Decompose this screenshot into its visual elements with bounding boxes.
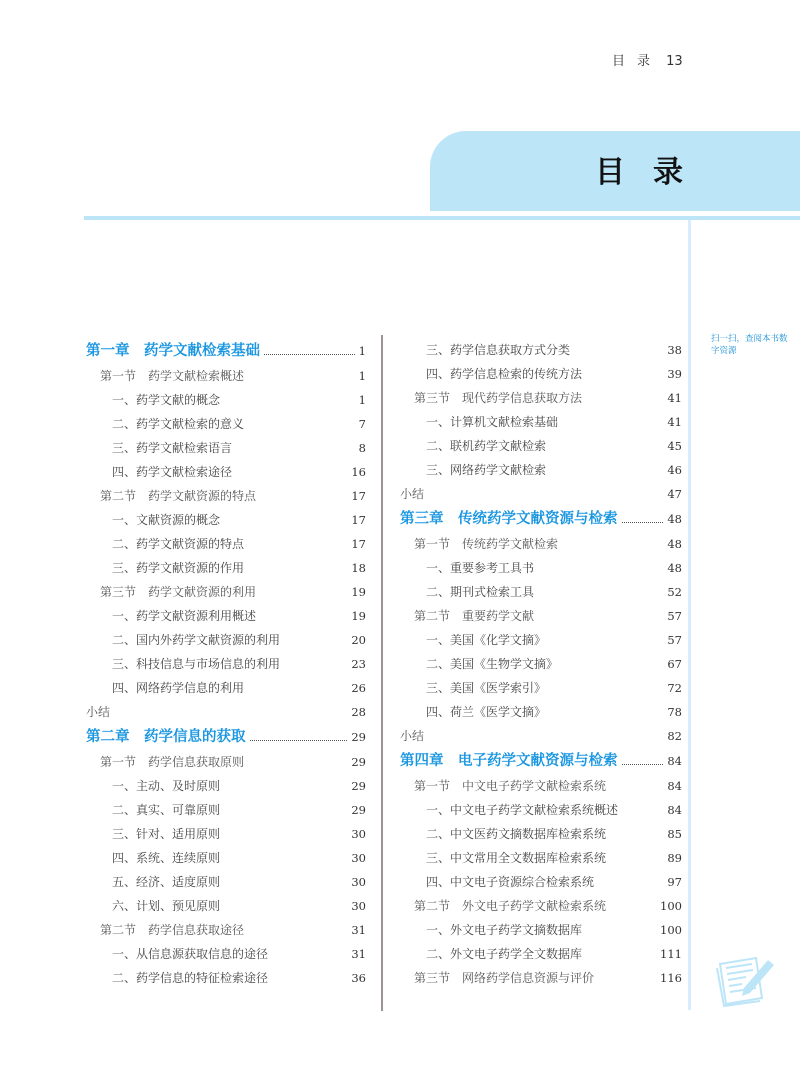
toc-entry-label: 第二节 外文电子药学文献检索系统: [414, 899, 607, 913]
toc-entry-label: 第四章 电子药学文献资源与检索: [400, 753, 618, 769]
toc-entry-page: 39: [667, 367, 682, 381]
header-rule: [84, 216, 800, 220]
toc-entry-item[interactable]: [86, 846, 366, 870]
toc-entry-label: 小结: [400, 729, 425, 743]
toc-entry-label: 二、联机药学文献检索: [426, 439, 547, 453]
toc-entry-section[interactable]: [86, 750, 366, 774]
toc-entry-label: 三、药学信息获取方式分类: [426, 343, 571, 357]
toc-entry-page: 29: [351, 755, 366, 769]
toc-entry-item[interactable]: [86, 894, 366, 918]
toc-entry-summary[interactable]: [400, 724, 682, 748]
dot-leader: [250, 740, 348, 741]
toc-entry-page: 82: [667, 729, 682, 743]
toc-entry-item[interactable]: [400, 410, 682, 434]
toc-entry-page: 116: [660, 971, 682, 985]
toc-entry-page: 23: [351, 657, 366, 671]
toc-entry-summary[interactable]: [86, 700, 366, 724]
toc-entry-item[interactable]: [400, 918, 682, 942]
dot-leader: [622, 522, 664, 523]
running-head: [612, 50, 683, 69]
toc-entry-item[interactable]: [400, 942, 682, 966]
toc-entry-page: 20: [351, 633, 366, 647]
toc-entry-page: 30: [351, 899, 366, 913]
toc-entry-page: 31: [351, 923, 366, 937]
toc-entry-item[interactable]: [86, 604, 366, 628]
toc-entry-item[interactable]: [86, 628, 366, 652]
toc-entry-page: 100: [660, 899, 682, 913]
toc-entry-item[interactable]: [400, 434, 682, 458]
toc-entry-item[interactable]: [400, 700, 682, 724]
toc-entry-page: 7: [358, 417, 366, 431]
toc-column-right: [400, 338, 682, 990]
page-number: 13: [666, 54, 683, 69]
toc-entry-label: 第一节 传统药学文献检索: [414, 537, 559, 551]
toc-entry-page: 84: [667, 779, 682, 793]
toc-entry-label: 第三章 传统药学文献资源与检索: [400, 511, 618, 527]
toc-entry-label: 四、荷兰《医学文摘》: [426, 705, 547, 719]
toc-entry-page: 1: [358, 369, 366, 383]
toc-entry-label: 四、网络药学信息的利用: [112, 681, 245, 695]
toc-entry-page: 19: [351, 609, 366, 623]
toc-entry-label: 六、计划、预见原则: [112, 899, 221, 913]
toc-entry-page: 17: [351, 537, 366, 551]
toc-entry-label: 三、药学文献资源的作用: [112, 561, 245, 575]
toc-entry-label: 三、针对、适用原则: [112, 827, 221, 841]
toc-entry-label: 一、从信息源获取信息的途径: [112, 947, 269, 961]
column-divider: [381, 335, 383, 1011]
toc-entry-page: 8: [358, 441, 366, 455]
toc-entry-label: 四、中文电子资源综合检索系统: [426, 875, 595, 889]
toc-entry-label: 三、中文常用全文数据库检索系统: [426, 851, 607, 865]
toc-entry-page: 85: [667, 827, 682, 841]
toc-entry-item[interactable]: [400, 458, 682, 482]
toc-entry-page: 57: [667, 609, 682, 623]
toc-entry-item[interactable]: [400, 846, 682, 870]
toc-entry-page: 41: [667, 415, 682, 429]
toc-entry-page: 47: [667, 487, 682, 501]
toc-entry-label: 二、药学文献资源的特点: [112, 537, 245, 551]
toc-entry-item[interactable]: [400, 338, 682, 362]
toc-entry-page: 31: [351, 947, 366, 961]
toc-entry-section[interactable]: [400, 966, 682, 990]
toc-entry-label: 二、药学文献检索的意义: [112, 417, 245, 431]
toc-entry-chapter[interactable]: [86, 338, 366, 364]
toc-entry-item[interactable]: [86, 532, 366, 556]
toc-entry-section[interactable]: [86, 364, 366, 388]
toc-entry-item[interactable]: [86, 942, 366, 966]
toc-entry-section[interactable]: [400, 532, 682, 556]
toc-entry-page: 17: [351, 513, 366, 527]
toc-entry-item[interactable]: [86, 460, 366, 484]
toc-entry-label: 三、科技信息与市场信息的利用: [112, 657, 281, 671]
toc-entry-item[interactable]: [86, 508, 366, 532]
toc-entry-page: 30: [351, 851, 366, 865]
toc-entry-item[interactable]: [86, 774, 366, 798]
toc-entry-page: 48: [667, 512, 682, 526]
toc-entry-label: 第一节 药学信息获取原则: [100, 755, 245, 769]
toc-entry-label: 一、重要参考工具书: [426, 561, 535, 575]
toc-entry-chapter[interactable]: [400, 506, 682, 532]
toc-entry-item[interactable]: [400, 822, 682, 846]
toc-entry-page: 30: [351, 827, 366, 841]
toc-entry-item[interactable]: [86, 436, 366, 460]
toc-entry-page: 57: [667, 633, 682, 647]
toc-entry-page: 30: [351, 875, 366, 889]
toc-entry-item[interactable]: [400, 870, 682, 894]
toc-entry-section[interactable]: [400, 604, 682, 628]
page-title: 目录: [595, 155, 711, 190]
toc-entry-section[interactable]: [86, 484, 366, 508]
toc-entry-label: 第二节 药学文献资源的特点: [100, 489, 257, 503]
toc-entry-label: 第一章 药学文献检索基础: [86, 343, 260, 359]
toc-entry-item[interactable]: [86, 388, 366, 412]
toc-entry-page: 41: [667, 391, 682, 405]
toc-entry-label: 二、药学信息的特征检索途径: [112, 971, 269, 985]
toc-entry-page: 1: [358, 344, 366, 358]
toc-entry-label: 三、网络药学文献检索: [426, 463, 547, 477]
toc-entry-label: 三、美国《医学索引》: [426, 681, 547, 695]
toc-entry-item[interactable]: [86, 966, 366, 990]
toc-entry-label: 第二节 药学信息获取途径: [100, 923, 245, 937]
toc-entry-label: 一、文献资源的概念: [112, 513, 221, 527]
qr-note: 扫一扫，查阅本书数字资源: [711, 334, 788, 356]
toc-entry-chapter[interactable]: [86, 724, 366, 750]
toc-entry-page: 38: [667, 343, 682, 357]
toc-entry-page: 19: [351, 585, 366, 599]
toc-entry-section[interactable]: [400, 386, 682, 410]
toc-entry-page: 29: [351, 803, 366, 817]
toc-entry-page: 26: [351, 681, 366, 695]
toc-entry-page: 46: [667, 463, 682, 477]
toc-entry-label: 三、药学文献检索语言: [112, 441, 233, 455]
toc-entry-item[interactable]: [86, 652, 366, 676]
toc-entry-label: 小结: [400, 487, 425, 501]
toc-entry-label: 第一节 中文电子药学文献检索系统: [414, 779, 607, 793]
toc-entry-page: 45: [667, 439, 682, 453]
toc-entry-chapter[interactable]: [400, 748, 682, 774]
toc-entry-page: 48: [667, 561, 682, 575]
toc-entry-page: 16: [351, 465, 366, 479]
toc-entry-label: 四、药学文献检索途径: [112, 465, 233, 479]
toc-entry-label: 二、外文电子药学全文数据库: [426, 947, 583, 961]
toc-entry-item[interactable]: [86, 676, 366, 700]
toc-entry-label: 四、系统、连续原则: [112, 851, 221, 865]
toc-entry-page: 18: [351, 561, 366, 575]
notes-pencil-icon: [716, 952, 778, 1008]
toc-entry-page: 29: [351, 730, 366, 744]
toc-entry-section[interactable]: [86, 918, 366, 942]
toc-entry-label: 一、外文电子药学文摘数据库: [426, 923, 583, 937]
toc-entry-label: 第一节 药学文献检索概述: [100, 369, 245, 383]
toc-entry-page: 97: [667, 875, 682, 889]
toc-entry-page: 67: [667, 657, 682, 671]
toc-entry-label: 第二节 重要药学文献: [414, 609, 535, 623]
toc-entry-page: 72: [667, 681, 682, 695]
toc-entry-page: 100: [660, 923, 682, 937]
toc-entry-label: 一、计算机文献检索基础: [426, 415, 559, 429]
toc-entry-page: 48: [667, 537, 682, 551]
dot-leader: [264, 354, 355, 355]
margin-rule: [688, 220, 691, 1010]
toc-entry-page: 28: [351, 705, 366, 719]
toc-entry-section[interactable]: [86, 580, 366, 604]
toc-entry-page: 89: [667, 851, 682, 865]
toc-entry-item[interactable]: [86, 822, 366, 846]
toc-entry-item[interactable]: [400, 798, 682, 822]
toc-entry-page: 78: [667, 705, 682, 719]
title-banner: [430, 131, 800, 211]
toc-entry-label: 四、药学信息检索的传统方法: [426, 367, 583, 381]
toc-entry-label: 五、经济、适度原则: [112, 875, 221, 889]
toc-entry-item[interactable]: [400, 628, 682, 652]
toc-entry-section[interactable]: [400, 894, 682, 918]
toc-entry-label: 二、美国《生物学文摘》: [426, 657, 559, 671]
toc-entry-label: 二、期刊式检索工具: [426, 585, 535, 599]
toc-entry-item[interactable]: [400, 362, 682, 386]
toc-entry-label: 第三节 药学文献资源的利用: [100, 585, 257, 599]
toc-entry-item[interactable]: [86, 556, 366, 580]
toc-entry-item[interactable]: [400, 580, 682, 604]
toc-entry-item[interactable]: [400, 556, 682, 580]
toc-entry-label: 二、真实、可靠原则: [112, 803, 221, 817]
toc-entry-summary[interactable]: [400, 482, 682, 506]
toc-entry-label: 二、国内外药学文献资源的利用: [112, 633, 281, 647]
toc-entry-item[interactable]: [86, 798, 366, 822]
toc-entry-label: 一、主动、及时原则: [112, 779, 221, 793]
toc-entry-label: 一、美国《化学文摘》: [426, 633, 547, 647]
toc-entry-page: 52: [667, 585, 682, 599]
dot-leader: [622, 764, 664, 765]
toc-entry-label: 第二章 药学信息的获取: [86, 729, 246, 745]
toc-entry-page: 17: [351, 489, 366, 503]
toc-entry-item[interactable]: [86, 412, 366, 436]
toc-entry-label: 一、药学文献资源利用概述: [112, 609, 257, 623]
toc-entry-section[interactable]: [400, 774, 682, 798]
toc-entry-label: 小结: [86, 705, 111, 719]
toc-entry-label: 第三节 网络药学信息资源与评价: [414, 971, 595, 985]
toc-entry-page: 111: [660, 947, 682, 961]
toc-entry-page: 29: [351, 779, 366, 793]
toc-entry-label: 一、药学文献的概念: [112, 393, 221, 407]
toc-entry-item[interactable]: [400, 652, 682, 676]
running-head-title: 目录: [612, 54, 663, 69]
toc-entry-page: 1: [358, 393, 366, 407]
toc-entry-page: 84: [667, 754, 682, 768]
toc-entry-page: 84: [667, 803, 682, 817]
toc-column-left: [86, 338, 366, 990]
toc-entry-label: 二、中文医药文摘数据库检索系统: [426, 827, 607, 841]
toc-entry-item[interactable]: [400, 676, 682, 700]
toc-entry-item[interactable]: [86, 870, 366, 894]
toc-entry-label: 第三节 现代药学信息获取方法: [414, 391, 583, 405]
toc-entry-page: 36: [351, 971, 366, 985]
toc-entry-label: 一、中文电子药学文献检索系统概述: [426, 803, 619, 817]
